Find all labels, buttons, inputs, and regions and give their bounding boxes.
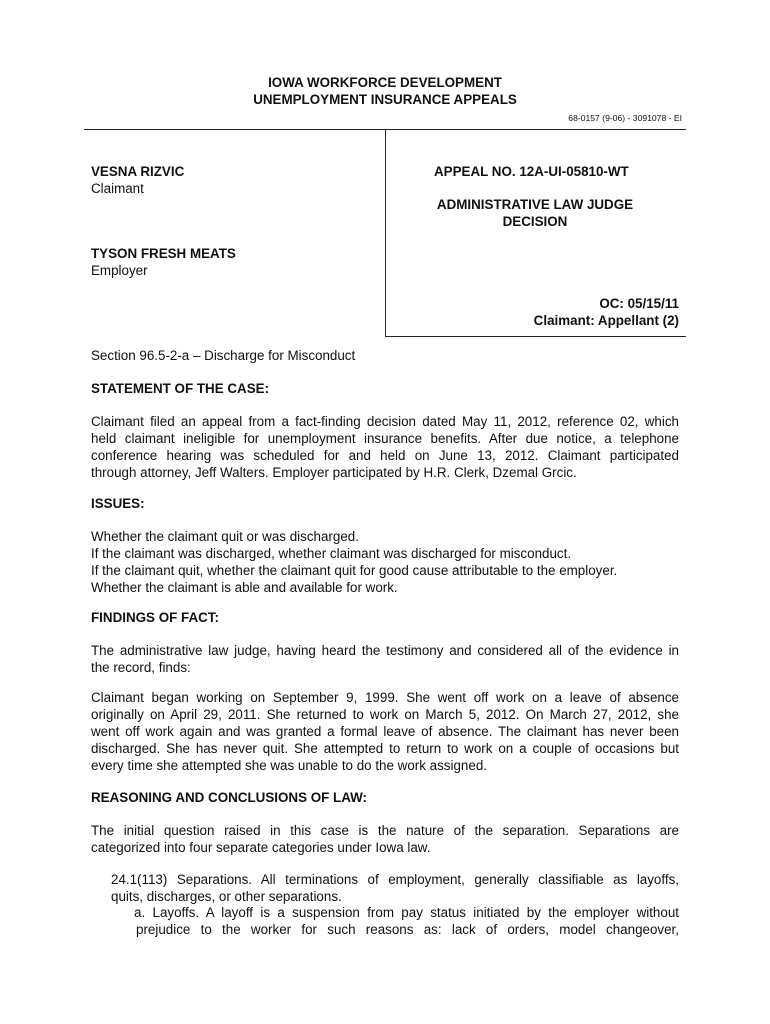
findings-paragraph-2 [91,689,679,774]
issues-list [91,528,679,596]
issues-heading: ISSUES: [91,496,145,511]
reasoning-line: categorized into four separate categories under Iowa law. [91,840,431,855]
caption-divider [385,129,386,337]
rule-24-1-113 [111,871,679,905]
statement-paragraph [91,413,679,481]
issue-item: Whether the claimant quit or was discharged. [91,529,359,544]
findings-line: Claimant began working on September 9, 1999. She went off work on a leave of absence [91,690,679,705]
findings-line: The administrative law judge, having heard the testimony and considered all of the evidence in [91,643,679,658]
employer-name: TYSON FRESH MEATS [91,246,236,261]
original-claim-date: OC: 05/15/11 [599,296,679,311]
statement-line: conference hearing was scheduled for and held on June 13, 2012. Claimant participated [91,448,679,463]
statement-line: Claimant filed an appeal from a fact-finding decision dated May 11, 2012, reference 02, which [91,414,679,429]
form-number: 68-0157 (9-06) - 3091078 - EI [568,113,682,123]
issue-item: If the claimant was discharged, whether claimant was discharged for misconduct. [91,546,572,561]
agency-header [0,74,770,108]
claimant-appellant-status: Claimant: Appellant (2) [533,313,679,328]
rule-a-line: prejudice to the worker for such reasons as: lack of orders, model changeover, [136,922,679,937]
findings-line: every time she attempted she was unable to do the work assigned. [91,758,487,773]
rule-a-layoffs [136,904,679,938]
statement-line: through attorney, Jeff Walters. Employer participated by H.R. Clerk, Dzemal Grcic. [91,465,577,480]
statement-line: held claimant ineligible for unemployment insurance benefits. After due notice, a telephone [91,431,679,446]
statement-heading: STATEMENT OF THE CASE: [91,381,270,396]
section-reference: Section 96.5-2-a – Discharge for Misconduct [91,348,356,363]
findings-line: went off work again and was granted a formal leave of absence. The claimant has never been [91,724,679,739]
reasoning-line: The initial question raised in this case is the nature of the separation. Separations are [91,823,679,838]
issue-item: If the claimant quit, whether the claimant quit for good cause attributable to the employer. [91,563,618,578]
agency-line-1: IOWA WORKFORCE DEVELOPMENT [268,75,502,90]
rule-line: 24.1(113) Separations. All terminations of employment, generally classifiable as layoffs, [111,872,679,887]
findings-paragraph-1 [91,642,679,676]
reasoning-heading: REASONING AND CONCLUSIONS OF LAW: [91,790,367,805]
agency-line-2: UNEMPLOYMENT INSURANCE APPEALS [253,92,517,107]
decision-title-line-1: ADMINISTRATIVE LAW JUDGE [436,197,634,212]
findings-heading: FINDINGS OF FACT: [91,610,219,625]
claimant-name: VESNA RIZVIC [91,164,185,179]
decision-title-line-2: DECISION [502,214,568,229]
appeal-number: APPEAL NO. 12A-UI-05810-WT [434,164,629,179]
rule-a-line: a. Layoffs. A layoff is a suspension from pay status initiated by the employer without [134,905,679,920]
findings-line: originally on April 29, 2011. She returned to work on March 5, 2012. On March 27, 2012, she [91,707,679,722]
claimant-role: Claimant [91,181,144,196]
issue-item: Whether the claimant is able and available for work. [91,580,398,595]
rule-line: quits, discharges, or other separations. [111,889,342,904]
reasoning-paragraph-1 [91,822,679,856]
employer-role: Employer [91,263,148,278]
findings-line: discharged. She has never quit. She attempted to return to work on a couple of occasions but [91,741,679,756]
findings-line: the record, finds: [91,660,191,675]
caption-bottom-rule [386,336,686,337]
